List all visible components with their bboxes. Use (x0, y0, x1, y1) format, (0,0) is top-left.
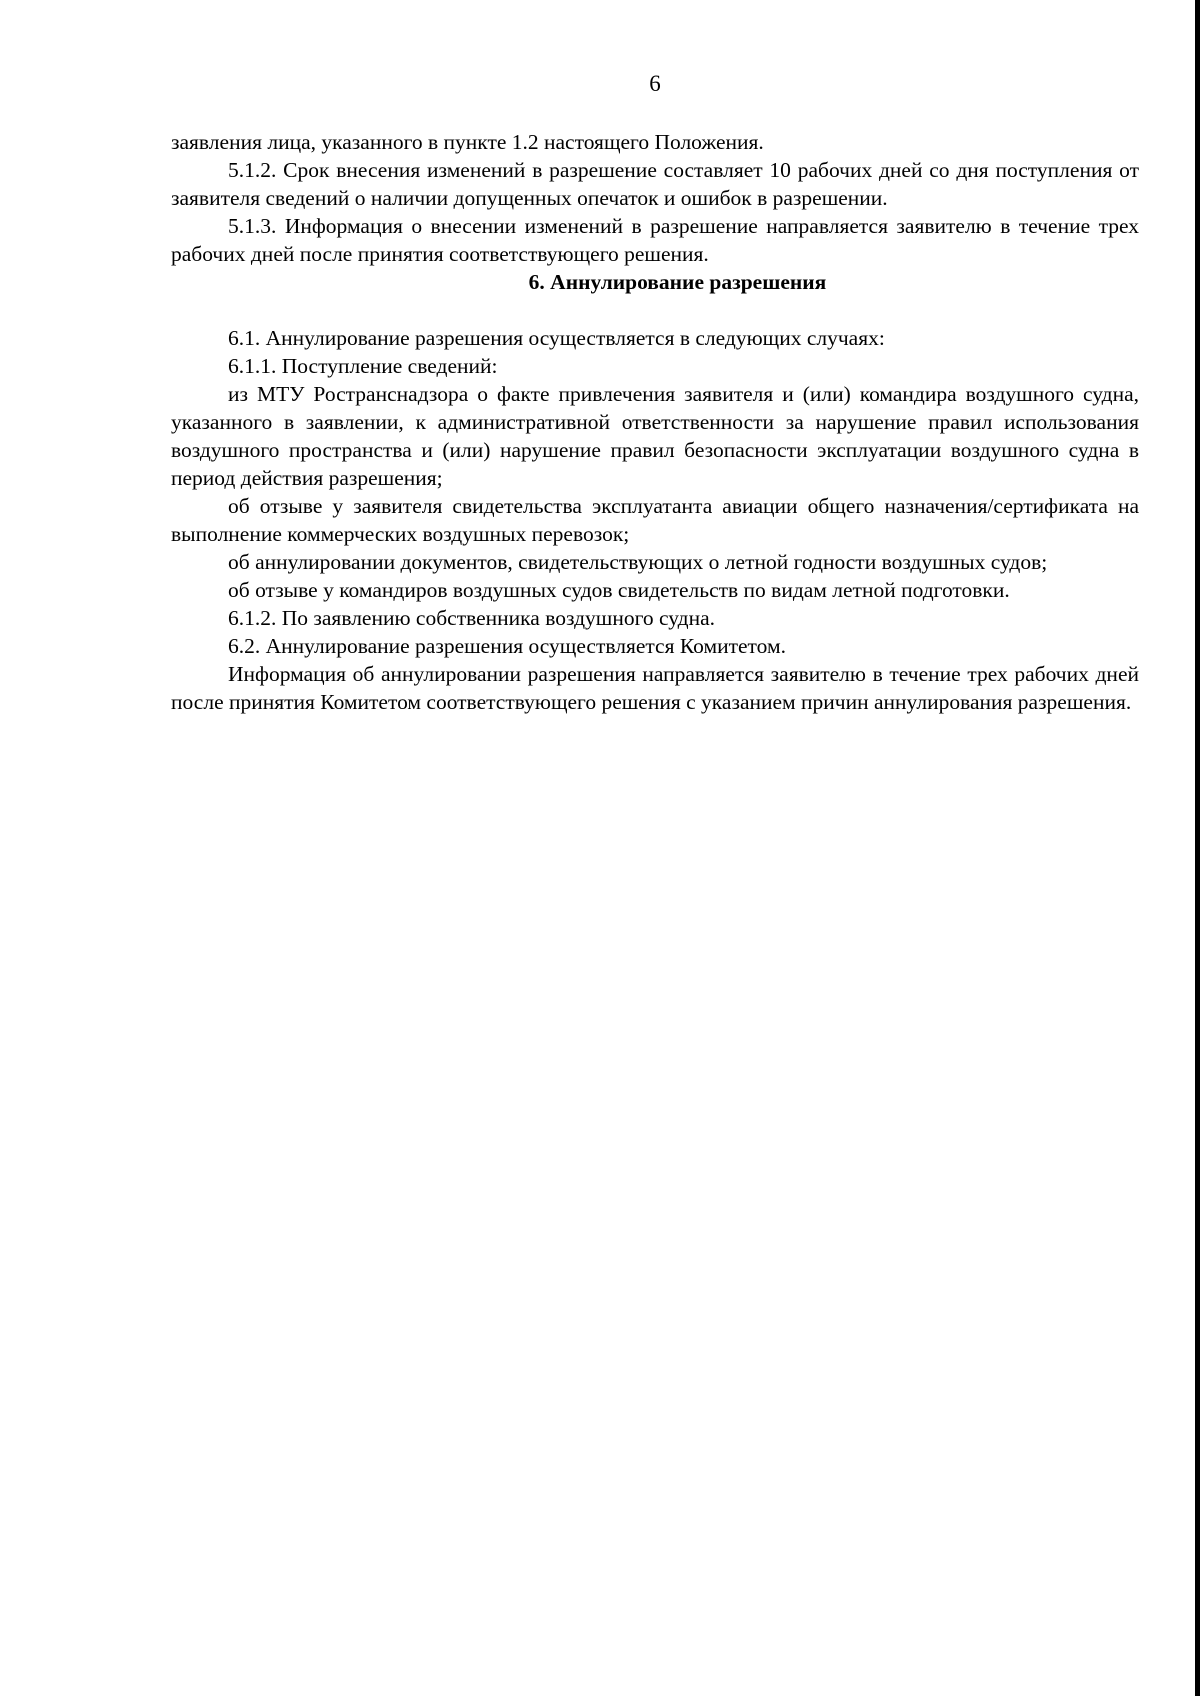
paragraph-6-1: 6.1. Аннулирование разрешения осуществляется в следующих случаях: (228, 326, 885, 350)
page-number: 6 (649, 71, 661, 96)
document-body (171, 128, 1139, 716)
paragraph-6-1-1: 6.1.1. Поступление сведений: (228, 354, 498, 378)
paragraph-continuation: заявления лица, указанного в пункте 1.2 настоящего Положения. (171, 130, 764, 154)
paragraph-notification: Информация об аннулировании разрешения направляется заявителю в течение трех рабочих дней после принятия Комитетом соответствующего решения с указанием причин аннулирования разрешения. (171, 662, 1139, 714)
paragraph-5-1-2: 5.1.2. Срок внесения изменений в разрешение составляет 10 рабочих дней со дня поступления от заявителя сведений о наличии допущенных опечаток и ошибок в разрешении. (171, 158, 1139, 210)
scan-edge (1195, 0, 1200, 1696)
paragraph-certificate-revocation: об отзыве у заявителя свидетельства эксплуатанта авиации общего назначения/сертификата на выполнение коммерческих воздушных перевозок; (171, 494, 1139, 546)
paragraph-airworthiness: об аннулировании документов, свидетельствующих о летной годности воздушных судов; (228, 550, 1048, 574)
paragraph-5-1-3: 5.1.3. Информация о внесении изменений в разрешение направляется заявителю в течение трех рабочих дней после принятия соответствующего решения. (171, 214, 1139, 266)
spacer (171, 296, 1139, 324)
paragraph-6-1-2: 6.1.2. По заявлению собственника воздушного судна. (228, 606, 715, 630)
paragraph-pilot-certificates: об отзыве у командиров воздушных судов свидетельств по видам летной подготовки. (228, 578, 1010, 602)
paragraph-mtu: из МТУ Ространснадзора о факте привлечения заявителя и (или) командира воздушного судна, указанного в заявлении, к административной ответственности за нарушение правил использования воздушного пространства и (или) нарушение правил безопасности эксплуатации воздушного судна в период действия разрешения; (171, 382, 1139, 490)
section-heading-6: 6. Аннулирование разрешения (528, 270, 827, 294)
paragraph-6-2: 6.2. Аннулирование разрешения осуществляется Комитетом. (228, 634, 786, 658)
